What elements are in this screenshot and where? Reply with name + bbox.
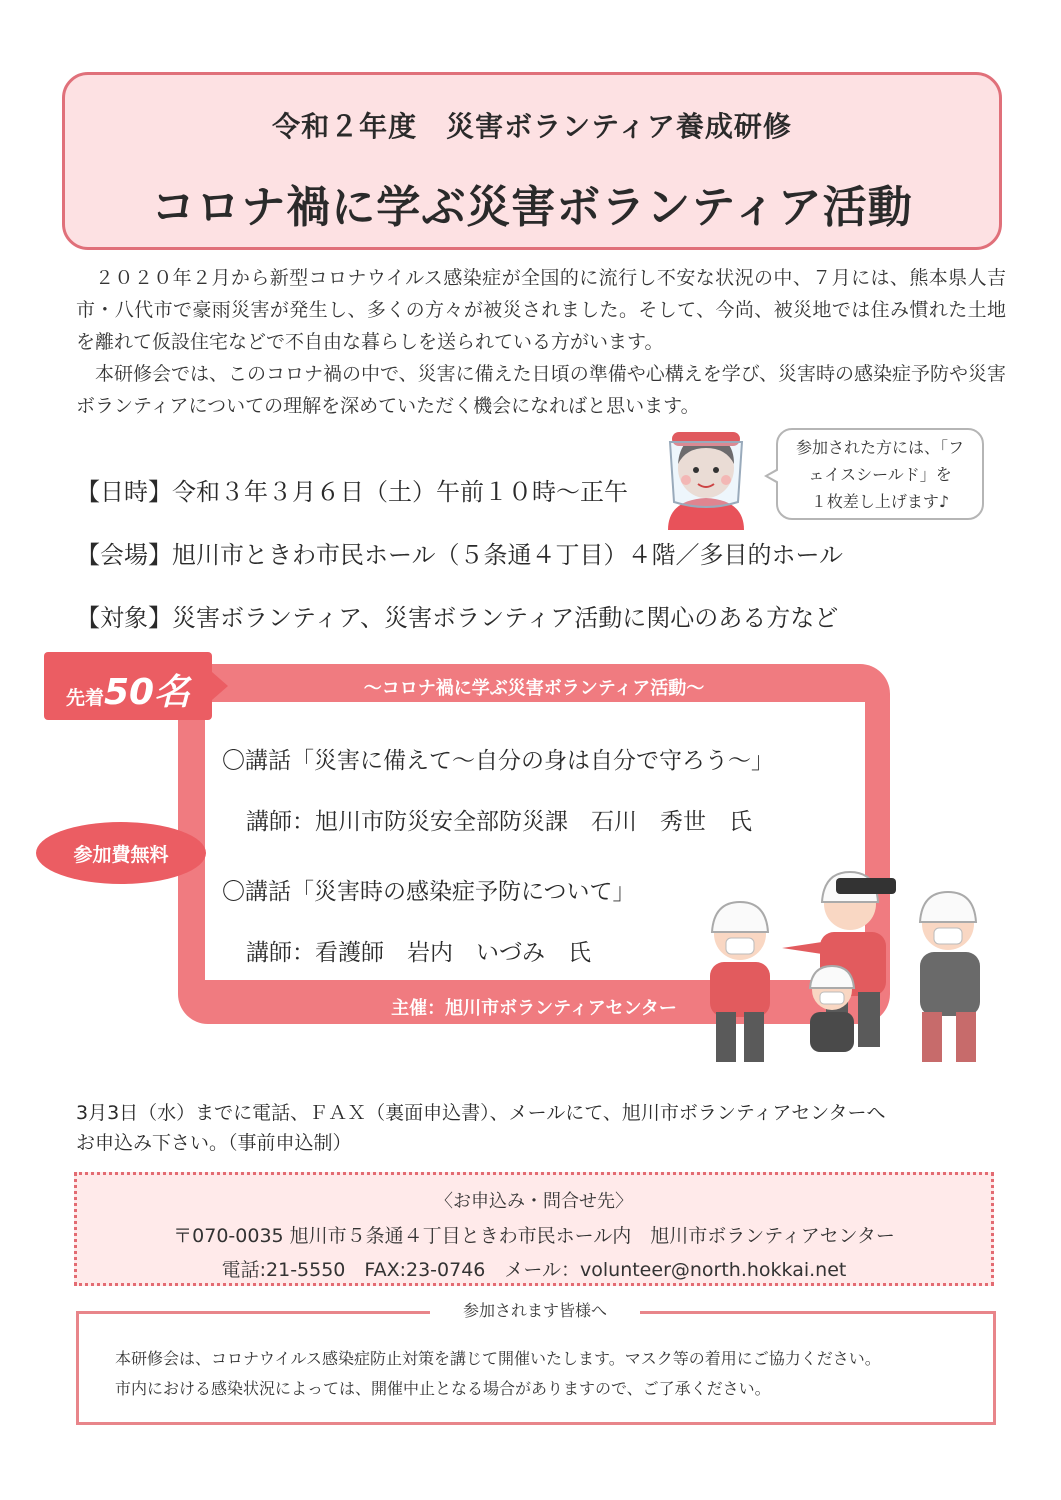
application-instructions — [76, 1098, 1006, 1158]
talk-2-speaker: 講師：看護師 岩内 いづみ 氏 — [246, 940, 591, 966]
title-banner — [62, 72, 1002, 250]
notice-title: 参加されます皆様へ — [430, 1298, 640, 1324]
capacity-prefix: 先着 — [65, 687, 104, 709]
apply-line-1: 3月3日（水）までに電話、ＦＡＸ（裏面申込書）、メールにて、旭川市ボランティアセンターへ — [76, 1102, 886, 1124]
contact-box — [74, 1172, 994, 1286]
bubble-line-2: ェイスシールド」を — [808, 465, 952, 484]
event-datetime: 【日時】令和３年３月６日（土）午前１０時～正午 — [76, 478, 628, 506]
notice-box — [76, 1311, 996, 1425]
intro-paragraph-1: ２０２０年２月から新型コロナウイルス感染症が全国的に流行し不安な状況の中、７月には、熊本県人吉市・八代市で豪雨災害が発生し、多くの方々が被災されました。そして、今尚、被災地では住み慣れた土地を離れて仮設住宅などで不自由な暮らしを送られている方がいます。 — [76, 267, 1006, 353]
contact-address: 〒070-0035 旭川市５条通４丁目ときわ市民ホール内 旭川市ボランティアセンター — [173, 1225, 895, 1247]
volunteers-illustration — [700, 862, 1000, 1072]
free-admission-badge: 参加費無料 — [36, 822, 206, 884]
capacity-number: 50名 — [103, 672, 191, 713]
talk-1-speaker: 講師：旭川市防災安全部防災課 石川 秀世 氏 — [246, 809, 752, 835]
intro-text — [76, 262, 1006, 422]
apply-line-2: お申込み下さい。（事前申込制） — [76, 1132, 352, 1154]
program-title: ～コロナ禍に学ぶ災害ボランティア活動～ — [363, 678, 705, 699]
contact-phone-fax-email: 電話:21-5550 FAX:23-0746 メール：volunteer@north.hokkai.net — [221, 1259, 847, 1281]
bubble-line-3: １枚差し上げます♪ — [810, 492, 950, 511]
organizer: 主催：旭川市ボランティアセンター — [391, 998, 677, 1019]
event-series-title: 令和２年度 災害ボランティア養成研修 — [272, 110, 792, 143]
intro-paragraph-2: 本研修会では、このコロナ禍の中で、災害に備えた日頃の準備や心構えを学び、災害時の感染症予防や災害ボランティアについての理解を深めていただく機会になればと思います。 — [76, 363, 1006, 417]
page-title: コロナ禍に学ぶ災害ボランティア活動 — [151, 182, 913, 233]
event-venue: 【会場】旭川市ときわ市民ホール（５条通４丁目）４階／多目的ホール — [76, 541, 844, 569]
notice-line-2: 市内における感染状況によっては、開催中止となる場合がありますので、ご了承ください。 — [115, 1379, 771, 1398]
contact-heading: 〈お申込み・問合せ先〉 — [435, 1191, 633, 1212]
talk-1-title: 〇講話「災害に備えて～自分の身は自分で守ろう～」 — [222, 748, 774, 774]
notice-line-1: 本研修会は、コロナウイルス感染症防止対策を講じて開催いたします。マスク等の着用にご協力ください。 — [115, 1349, 881, 1368]
bubble-line-1: 参加された方には、「フ — [795, 438, 964, 457]
capacity-badge — [44, 652, 212, 720]
talk-2-title: 〇講話「災害時の感染症予防について」 — [222, 879, 636, 905]
event-target: 【対象】災害ボランティア、災害ボランティア活動に関心のある方など — [76, 604, 839, 632]
face-shield-gift-bubble — [776, 428, 984, 520]
face-shield-woman-illustration — [656, 420, 756, 530]
